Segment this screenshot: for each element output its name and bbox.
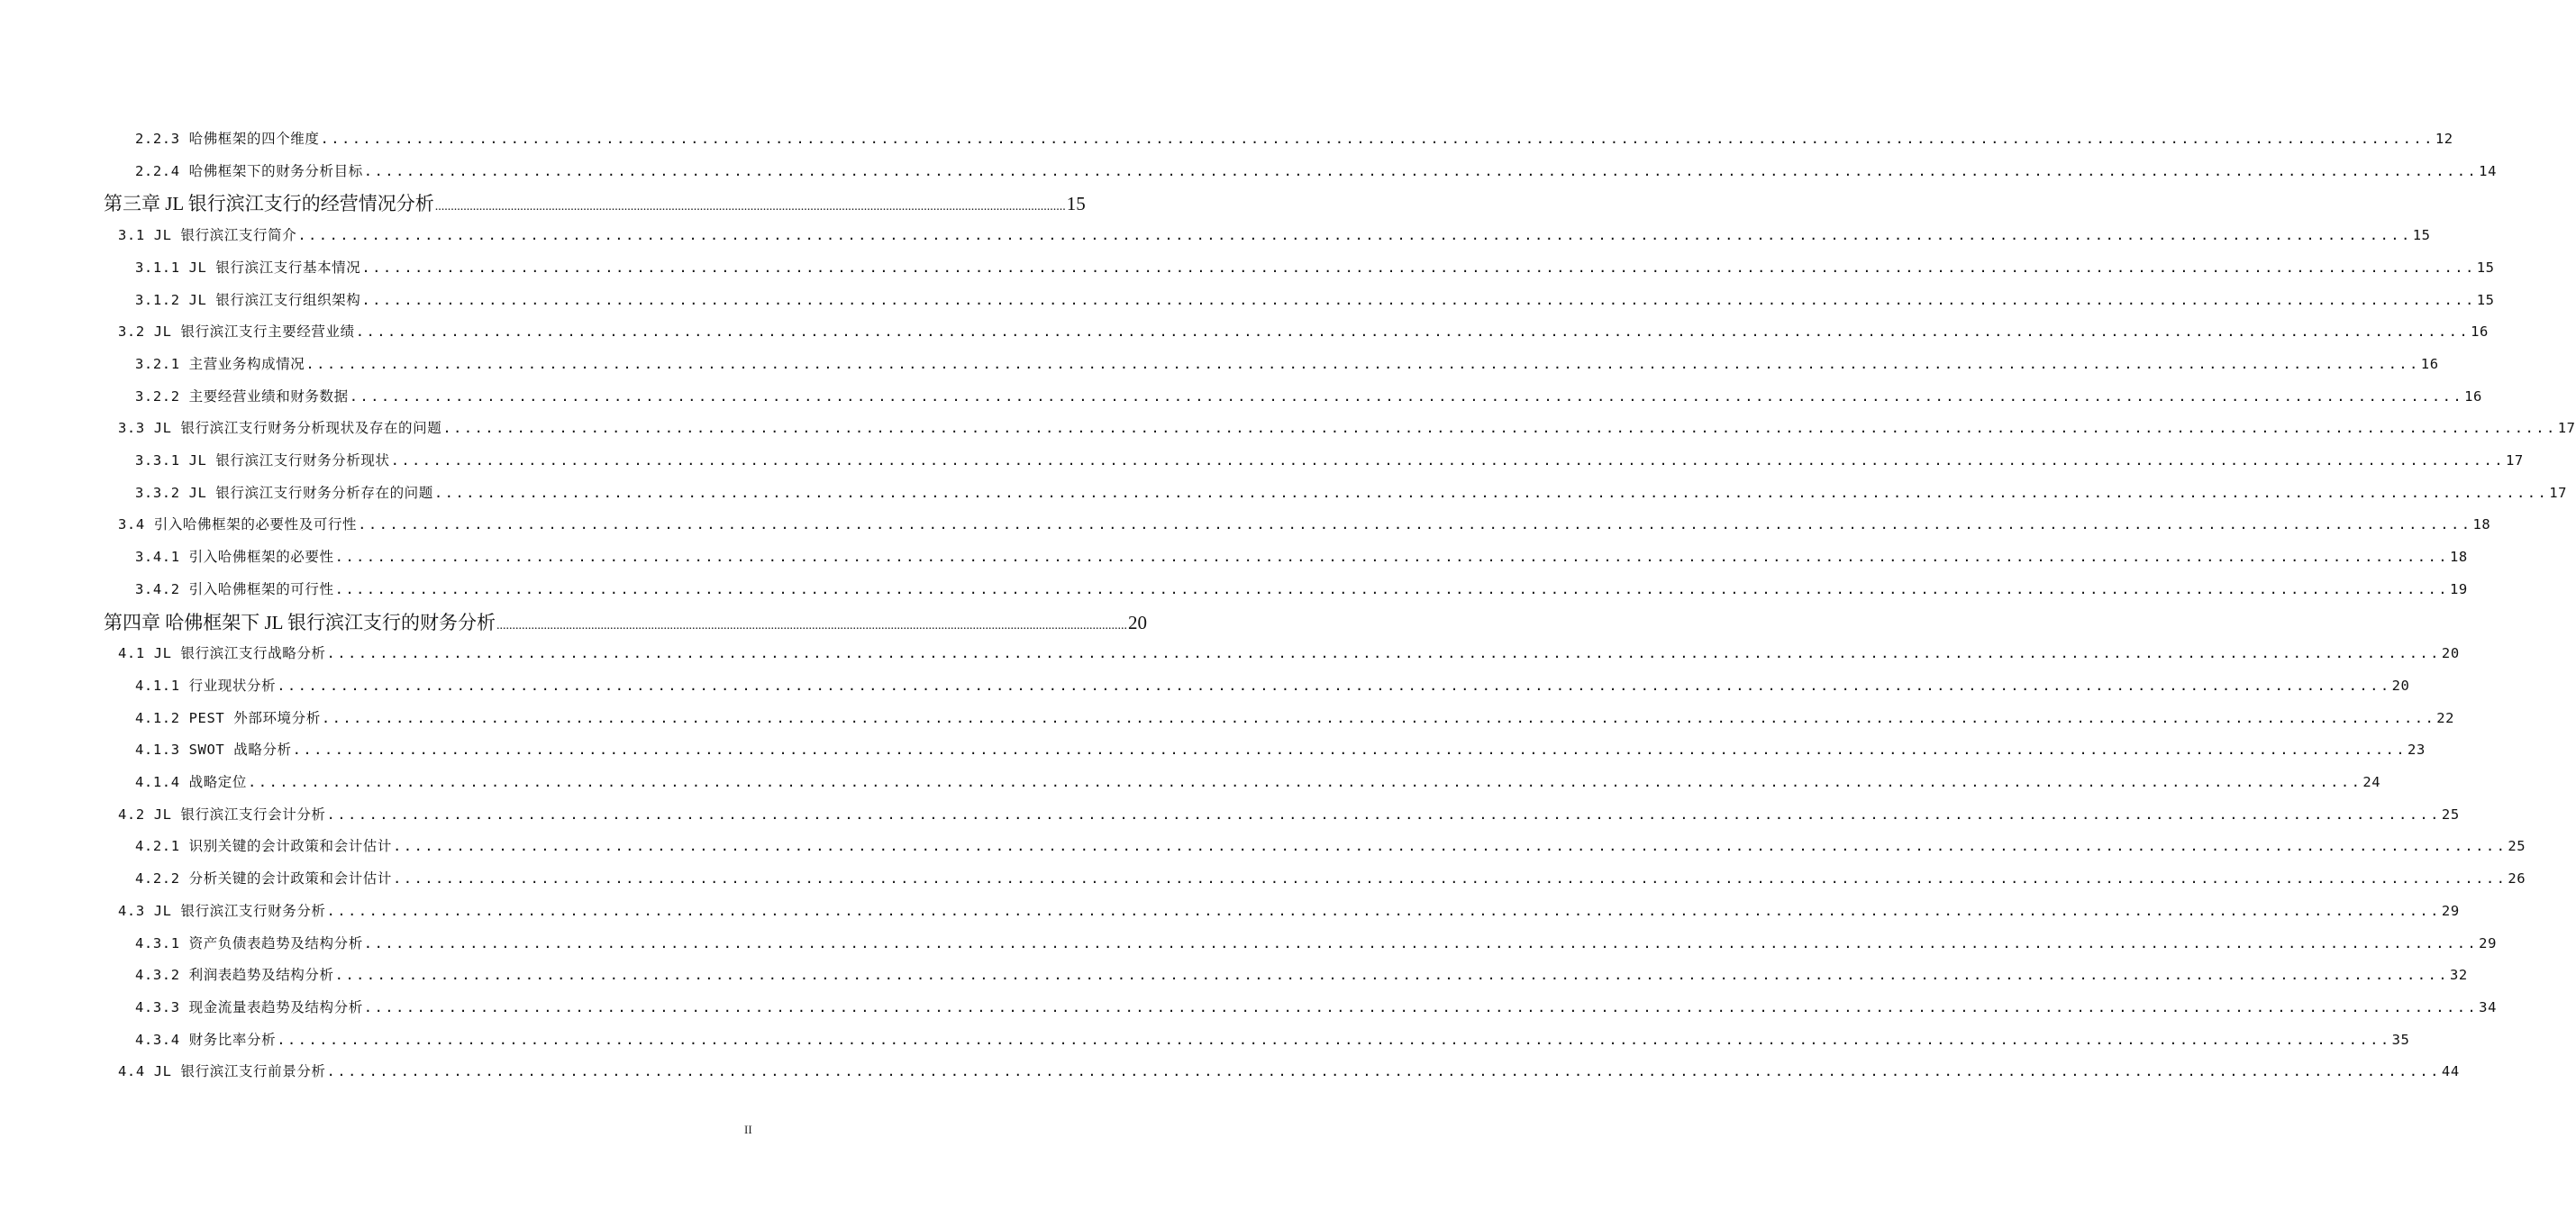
toc-entry[interactable] [118,514,2491,533]
toc-entry-title: 3.1.1 JL 银行滨江支行基本情况 [135,259,361,276]
toc-entry[interactable] [118,1061,2460,1080]
toc-entry-page: 15 [2412,227,2431,244]
toc-entry-title: 3.3 JL 银行滨江支行财务分析现状及存在的问题 [118,420,442,437]
toc-entry-title: 4.2 JL 银行滨江支行会计分析 [118,806,326,823]
toc-leader-dots: ........................................................................................................................................................................................................ [334,549,2449,566]
toc-entry-title: 4.1.3 SWOT 战略分析 [135,742,292,759]
toc-entry[interactable] [135,997,2498,1016]
toc-entry[interactable] [118,321,2489,341]
toc-leader-dots: ........................................................................................................................................................................................................ [393,838,2508,855]
toc-entry-page: 29 [2441,902,2460,919]
toc-entry-page: 16 [2471,323,2489,341]
toc-leader-dots: ........................................................................................................................................................................................................ [297,227,2412,244]
toc-entry[interactable] [135,835,2526,855]
toc-leader-dots: ........................................................................................................................................................................................................ [349,387,2464,405]
toc-leader-dots: ........................................................................................................................................................................................................ [326,902,2441,919]
toc-entry[interactable] [135,1029,2410,1049]
toc-entry-page: 15 [2476,291,2495,308]
toc-leader-dots: ........................................................................................................................................................................................................ [363,162,2479,179]
toc-entry[interactable] [135,128,2453,148]
toc-entry-title: 4.3 JL 银行滨江支行财务分析 [118,902,326,919]
toc-entry-page: 25 [2441,806,2460,823]
toc-entry-page: 25 [2508,838,2526,855]
toc-leader-dots: ........................................................................................................................................................................................................ [355,323,2471,341]
toc-entry-title: 4.1.1 行业现状分析 [135,677,277,694]
toc-entry-page: 26 [2508,870,2526,888]
toc-entry[interactable] [135,739,2426,759]
toc-entry[interactable] [104,608,1147,635]
toc-entry[interactable] [135,707,2455,727]
toc-entry-title: 4.2.2 分析关键的会计政策和会计估计 [135,870,392,888]
toc-leader-dots: ........................................................................................................................................................................................................ [358,516,2472,533]
toc-entry[interactable] [135,386,2482,405]
toc-entry-title: 4.3.2 利润表趋势及结构分析 [135,967,334,984]
toc-entry-title: 3.4.2 引入哈佛框架的可行性 [135,580,334,597]
toc-entry-page: 22 [2436,709,2455,726]
toc-leader-dots: ........................................................................................................................................................................................................ [248,774,2362,790]
toc-entry-title: 4.3.4 财务比率分析 [135,1031,277,1048]
toc-entry-title: 2.2.4 哈佛框架下的财务分析目标 [135,162,363,179]
toc-entry-title: 4.1.2 PEST 外部环境分析 [135,709,321,726]
toc-entry-title: 3.4 引入哈佛框架的必要性及可行性 [118,516,358,533]
toc-entry-page: 18 [2472,516,2491,533]
toc-leader-dots: ........................................................................................................................................................................................................ [334,967,2449,984]
toc-entry[interactable] [118,642,2460,662]
toc-leader-dots: ........................................................................................................................................................................................................ [326,645,2441,662]
toc-entry-page: 15 [1066,193,1086,215]
toc-entry-page: 34 [2479,998,2498,1015]
page-number: II [744,1123,752,1136]
toc-leader-dots: ........................................................................................................................................................................................................ [321,709,2436,726]
toc-leader-dots: ........................................................................................................................................................................................................ [496,618,1127,633]
toc-entry[interactable] [135,868,2526,888]
toc-entry-page: 20 [1127,611,1147,633]
toc-entry-title: 3.2.2 主要经营业绩和财务数据 [135,387,349,405]
toc-entry[interactable] [135,578,2468,598]
toc-entry-page: 19 [2449,580,2468,597]
toc-entry-title: 4.3.3 现金流量表趋势及结构分析 [135,998,363,1015]
toc-entry-title: 3.1.2 JL 银行滨江支行组织架构 [135,291,361,308]
toc-entry[interactable] [135,546,2468,566]
toc-entry-page: 44 [2441,1063,2460,1080]
toc-entry[interactable] [104,189,1086,216]
toc-entry-title: 3.2 JL 银行滨江支行主要经营业绩 [118,323,355,341]
toc-entry[interactable] [135,160,2498,180]
toc-entry-page: 16 [2420,355,2439,372]
toc-entry-page: 17 [2505,452,2524,469]
toc-entry[interactable] [135,482,2568,502]
toc-entry-page: 16 [2464,387,2482,405]
toc-entry[interactable] [135,964,2468,984]
toc-entry-title: 第四章 哈佛框架下 JL 银行滨江支行的财务分析 [104,611,496,633]
toc-entry-page: 17 [2557,420,2576,437]
toc-leader-dots: ........................................................................................................................................................................................................ [305,355,2420,372]
toc-entry-page: 18 [2449,549,2468,566]
toc-entry-title: 4.1 JL 银行滨江支行战略分析 [118,645,326,662]
toc-entry-title: 第三章 JL 银行滨江支行的经营情况分析 [104,193,434,215]
toc-entry[interactable] [135,771,2381,791]
toc-entry[interactable] [135,289,2495,309]
toc-entry-page: 20 [2391,677,2410,694]
toc-entry[interactable] [135,450,2524,469]
toc-entry-title: 3.4.1 引入哈佛框架的必要性 [135,549,334,566]
toc-leader-dots: ........................................................................................................................................................................................................ [292,742,2408,759]
toc-leader-dots: ........................................................................................................................................................................................................ [361,291,2476,308]
toc-entry-page: 29 [2479,934,2498,952]
toc-entry-page: 15 [2476,259,2495,276]
toc-leader-dots: ........................................................................................................................................................................................................ [393,870,2508,888]
toc-entry-page: 20 [2441,645,2460,662]
toc-entry[interactable] [135,257,2495,277]
toc-entry[interactable] [118,804,2460,824]
toc-entry-title: 3.3.1 JL 银行滨江支行财务分析现状 [135,452,390,469]
toc-entry[interactable] [135,353,2439,373]
toc-entry-page: 14 [2479,162,2498,179]
toc-entry-page: 32 [2449,967,2468,984]
toc-leader-dots: ........................................................................................................................................................................................................ [363,998,2479,1015]
toc-entry-title: 4.3.1 资产负债表趋势及结构分析 [135,934,363,952]
toc-entry[interactable] [135,675,2410,695]
toc-leader-dots: ........................................................................................................................................................................................................ [326,1063,2441,1080]
toc-leader-dots: ........................................................................................................................................................................................................ [320,131,2435,147]
toc-entry-title: 2.2.3 哈佛框架的四个维度 [135,131,320,147]
toc-leader-dots: ........................................................................................................................................................................................................ [363,934,2479,952]
toc-entry-page: 35 [2391,1031,2410,1048]
toc-leader-dots: ........................................................................................................................................................................................................ [326,806,2441,823]
toc-entry-title: 3.1 JL 银行滨江支行简介 [118,227,297,244]
toc-entry-page: 24 [2362,774,2381,790]
toc-entry-page: 23 [2408,742,2426,759]
toc-entry-title: 4.2.1 识别关键的会计政策和会计估计 [135,838,392,855]
toc-leader-dots: ........................................................................................................................................................................................................ [433,484,2549,501]
toc-entry-page: 17 [2549,484,2568,501]
toc-leader-dots: ........................................................................................................................................................................................................ [277,677,2391,694]
toc-leader-dots: ........................................................................................................................................................................................................ [361,259,2476,276]
toc-leader-dots: ........................................................................................................................................................................................................ [277,1031,2391,1048]
toc-entry-page: 12 [2435,131,2453,147]
toc-leader-dots: ........................................................................................................................................................................................................ [434,200,1066,214]
toc-leader-dots: ........................................................................................................................................................................................................ [334,580,2449,597]
toc-entry-title: 4.4 JL 银行滨江支行前景分析 [118,1063,326,1080]
toc-entry[interactable] [118,417,2576,437]
toc-entry-title: 4.1.4 战略定位 [135,774,247,790]
toc-leader-dots: ........................................................................................................................................................................................................ [442,420,2557,437]
toc-entry-title: 3.3.2 JL 银行滨江支行财务分析存在的问题 [135,484,433,501]
toc-entry[interactable] [118,900,2460,920]
toc-leader-dots: ........................................................................................................................................................................................................ [390,452,2505,469]
toc-entry[interactable] [118,224,2431,244]
toc-entry[interactable] [135,933,2498,952]
toc-entry-title: 3.2.1 主营业务构成情况 [135,355,305,372]
